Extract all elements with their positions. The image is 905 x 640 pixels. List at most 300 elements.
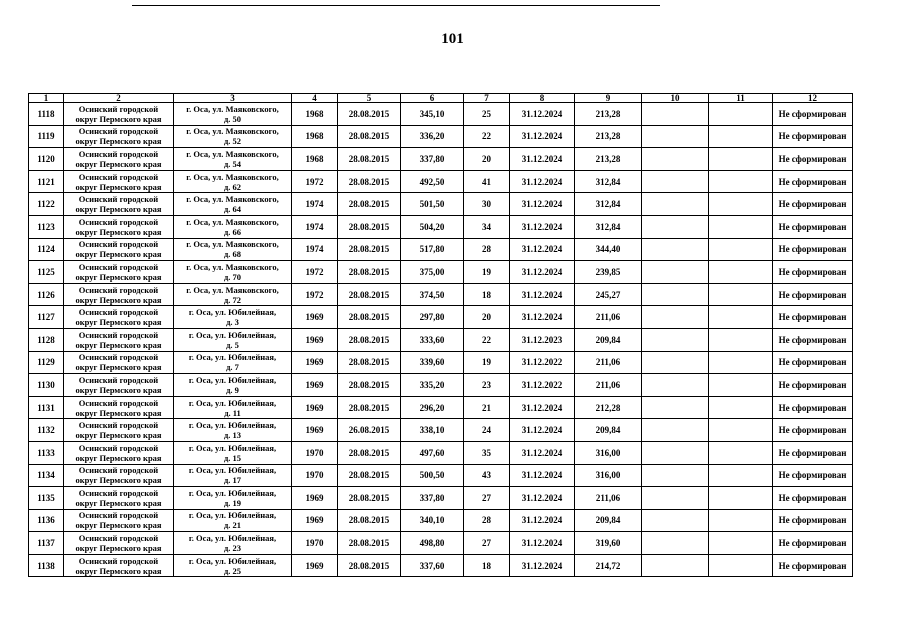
table-row xyxy=(29,509,853,532)
table-row xyxy=(29,125,853,148)
area-cell: 340,10 xyxy=(401,509,464,532)
municipality-cell-line-1: Осинский городской xyxy=(78,261,159,272)
address-cell-line-1: г. Оса, ул. Маяковского, xyxy=(186,103,279,114)
address-cell-line-2: д. 64 xyxy=(223,204,242,215)
municipality-cell xyxy=(64,148,174,171)
municipality-cell-line-2: округ Пермского края xyxy=(75,497,162,508)
column-11-cell xyxy=(709,125,773,148)
column-10-cell xyxy=(642,283,709,306)
row-number: 1121 xyxy=(29,170,64,193)
status-cell: Не сформирован xyxy=(773,215,853,238)
address-cell-line-1: г. Оса, ул. Маяковского, xyxy=(186,261,279,272)
table-row xyxy=(29,238,853,261)
address-cell-line-2: д. 68 xyxy=(223,249,242,260)
table-row xyxy=(29,487,853,510)
table-row xyxy=(29,464,853,487)
amount-cell: 209,84 xyxy=(575,419,642,442)
column-11-cell xyxy=(709,148,773,171)
count-cell: 19 xyxy=(464,351,510,374)
address-cell xyxy=(174,125,292,148)
address-cell-line-1: г. Оса, ул. Юбилейная, xyxy=(188,329,277,340)
date-cell: 28.08.2015 xyxy=(338,306,401,329)
column-header: 4 xyxy=(292,94,338,103)
year-cell: 1972 xyxy=(292,170,338,193)
count-cell: 43 xyxy=(464,464,510,487)
address-cell-line-2: д. 52 xyxy=(223,136,242,147)
year-cell: 1970 xyxy=(292,441,338,464)
column-11-cell xyxy=(709,532,773,555)
municipality-cell xyxy=(64,306,174,329)
municipality-cell-line-1: Осинский городской xyxy=(78,533,159,544)
date-cell: 28.08.2015 xyxy=(338,464,401,487)
amount-cell: 213,28 xyxy=(575,103,642,126)
municipality-cell-line-2: округ Пермского края xyxy=(75,339,162,350)
row-number: 1122 xyxy=(29,193,64,216)
address-cell-line-2: д. 7 xyxy=(226,362,239,373)
column-10-cell xyxy=(642,464,709,487)
year-cell: 1969 xyxy=(292,554,338,577)
table-row xyxy=(29,441,853,464)
row-number: 1124 xyxy=(29,238,64,261)
date-cell: 28.08.2015 xyxy=(338,441,401,464)
year-cell: 1968 xyxy=(292,148,338,171)
count-cell: 22 xyxy=(464,328,510,351)
row-number: 1127 xyxy=(29,306,64,329)
address-cell-line-1: г. Оса, ул. Маяковского, xyxy=(186,216,279,227)
area-cell: 501,50 xyxy=(401,193,464,216)
row-number: 1128 xyxy=(29,328,64,351)
table-row xyxy=(29,170,853,193)
address-cell-line-2: д. 19 xyxy=(223,497,242,508)
municipality-cell xyxy=(64,509,174,532)
deadline-cell: 31.12.2022 xyxy=(510,351,575,374)
year-cell: 1969 xyxy=(292,374,338,397)
status-cell: Не сформирован xyxy=(773,487,853,510)
date-cell: 28.08.2015 xyxy=(338,554,401,577)
address-cell-line-1: г. Оса, ул. Юбилейная, xyxy=(188,510,277,521)
amount-cell: 344,40 xyxy=(575,238,642,261)
municipality-cell-line-1: Осинский городской xyxy=(78,171,159,182)
municipality-cell-line-2: округ Пермского края xyxy=(75,158,162,169)
area-cell: 335,20 xyxy=(401,374,464,397)
municipality-cell-line-2: округ Пермского края xyxy=(75,384,162,395)
amount-cell: 239,85 xyxy=(575,261,642,284)
status-cell: Не сформирован xyxy=(773,351,853,374)
column-header: 7 xyxy=(464,94,510,103)
address-cell xyxy=(174,464,292,487)
status-cell: Не сформирован xyxy=(773,464,853,487)
municipality-cell xyxy=(64,215,174,238)
row-number: 1135 xyxy=(29,487,64,510)
amount-cell: 312,84 xyxy=(575,215,642,238)
date-cell: 28.08.2015 xyxy=(338,148,401,171)
row-number: 1129 xyxy=(29,351,64,374)
municipality-cell-line-1: Осинский городской xyxy=(78,126,159,137)
deadline-cell: 31.12.2024 xyxy=(510,532,575,555)
municipality-cell-line-2: округ Пермского края xyxy=(75,204,162,215)
date-cell: 28.08.2015 xyxy=(338,374,401,397)
address-cell-line-1: г. Оса, ул. Юбилейная, xyxy=(188,487,277,498)
address-cell xyxy=(174,170,292,193)
area-cell: 504,20 xyxy=(401,215,464,238)
deadline-cell: 31.12.2024 xyxy=(510,487,575,510)
municipality-cell xyxy=(64,125,174,148)
row-number: 1132 xyxy=(29,419,64,442)
column-11-cell xyxy=(709,261,773,284)
address-cell-line-1: г. Оса, ул. Юбилейная, xyxy=(188,307,277,318)
municipality-cell xyxy=(64,170,174,193)
municipality-cell-line-2: округ Пермского края xyxy=(75,113,162,124)
address-cell-line-2: д. 17 xyxy=(223,475,242,486)
amount-cell: 211,06 xyxy=(575,374,642,397)
row-number: 1130 xyxy=(29,374,64,397)
address-cell-line-1: г. Оса, ул. Юбилейная, xyxy=(188,352,277,363)
table-row xyxy=(29,283,853,306)
address-cell-line-2: д. 70 xyxy=(223,271,242,282)
column-header: 3 xyxy=(174,94,292,103)
municipality-cell-line-2: округ Пермского края xyxy=(75,430,162,441)
table-row xyxy=(29,306,853,329)
table-row xyxy=(29,396,853,419)
amount-cell: 316,00 xyxy=(575,441,642,464)
address-cell-line-2: д. 3 xyxy=(226,317,239,328)
column-11-cell xyxy=(709,306,773,329)
municipality-cell-line-1: Осинский городской xyxy=(78,487,159,498)
area-cell: 336,20 xyxy=(401,125,464,148)
municipality-cell xyxy=(64,464,174,487)
address-cell xyxy=(174,396,292,419)
date-cell: 28.08.2015 xyxy=(338,103,401,126)
status-cell: Не сформирован xyxy=(773,148,853,171)
column-11-cell xyxy=(709,283,773,306)
area-cell: 374,50 xyxy=(401,283,464,306)
municipality-cell-line-1: Осинский городской xyxy=(78,510,159,521)
address-cell-line-1: г. Оса, ул. Юбилейная, xyxy=(188,442,277,453)
table-row xyxy=(29,215,853,238)
deadline-cell: 31.12.2024 xyxy=(510,170,575,193)
municipality-cell xyxy=(64,396,174,419)
municipality-cell-line-1: Осинский городской xyxy=(78,194,159,205)
deadline-cell: 31.12.2024 xyxy=(510,193,575,216)
amount-cell: 319,60 xyxy=(575,532,642,555)
area-cell: 339,60 xyxy=(401,351,464,374)
table-row xyxy=(29,351,853,374)
area-cell: 337,80 xyxy=(401,487,464,510)
column-10-cell xyxy=(642,554,709,577)
area-cell: 297,80 xyxy=(401,306,464,329)
status-cell: Не сформирован xyxy=(773,509,853,532)
address-cell xyxy=(174,215,292,238)
column-10-cell xyxy=(642,419,709,442)
column-header: 9 xyxy=(575,94,642,103)
status-cell: Не сформирован xyxy=(773,396,853,419)
status-cell: Не сформирован xyxy=(773,261,853,284)
amount-cell: 214,72 xyxy=(575,554,642,577)
area-cell: 296,20 xyxy=(401,396,464,419)
count-cell: 28 xyxy=(464,509,510,532)
municipality-cell-line-2: округ Пермского края xyxy=(75,565,162,576)
address-cell-line-2: д. 50 xyxy=(223,113,242,124)
column-11-cell xyxy=(709,464,773,487)
deadline-cell: 31.12.2024 xyxy=(510,554,575,577)
column-11-cell xyxy=(709,487,773,510)
date-cell: 28.08.2015 xyxy=(338,532,401,555)
amount-cell: 212,28 xyxy=(575,396,642,419)
date-cell: 28.08.2015 xyxy=(338,328,401,351)
municipality-cell xyxy=(64,554,174,577)
deadline-cell: 31.12.2024 xyxy=(510,464,575,487)
deadline-cell: 31.12.2024 xyxy=(510,441,575,464)
row-number: 1126 xyxy=(29,283,64,306)
date-cell: 28.08.2015 xyxy=(338,238,401,261)
municipality-cell-line-1: Осинский городской xyxy=(78,374,159,385)
status-cell: Не сформирован xyxy=(773,328,853,351)
municipality-cell xyxy=(64,261,174,284)
count-cell: 35 xyxy=(464,441,510,464)
municipality-cell-line-2: округ Пермского края xyxy=(75,475,162,486)
amount-cell: 211,06 xyxy=(575,306,642,329)
deadline-cell: 31.12.2024 xyxy=(510,509,575,532)
deadline-cell: 31.12.2024 xyxy=(510,148,575,171)
date-cell: 28.08.2015 xyxy=(338,193,401,216)
year-cell: 1974 xyxy=(292,215,338,238)
table-row xyxy=(29,103,853,126)
date-cell: 28.08.2015 xyxy=(338,487,401,510)
year-cell: 1969 xyxy=(292,396,338,419)
municipality-cell-line-1: Осинский городской xyxy=(78,555,159,566)
year-cell: 1969 xyxy=(292,328,338,351)
address-cell xyxy=(174,328,292,351)
amount-cell: 211,06 xyxy=(575,487,642,510)
municipality-cell xyxy=(64,328,174,351)
address-cell-line-2: д. 21 xyxy=(223,520,242,531)
deadline-cell: 31.12.2024 xyxy=(510,125,575,148)
address-cell-line-1: г. Оса, ул. Юбилейная, xyxy=(188,374,277,385)
municipality-cell-line-1: Осинский городской xyxy=(78,239,159,250)
area-cell: 498,80 xyxy=(401,532,464,555)
area-cell: 333,60 xyxy=(401,328,464,351)
municipality-cell xyxy=(64,419,174,442)
row-number: 1125 xyxy=(29,261,64,284)
status-cell: Не сформирован xyxy=(773,193,853,216)
status-cell: Не сформирован xyxy=(773,419,853,442)
year-cell: 1968 xyxy=(292,125,338,148)
count-cell: 27 xyxy=(464,532,510,555)
page-number: 101 xyxy=(441,31,464,47)
date-cell: 28.08.2015 xyxy=(338,509,401,532)
status-cell: Не сформирован xyxy=(773,103,853,126)
count-cell: 25 xyxy=(464,103,510,126)
address-cell-line-2: д. 54 xyxy=(223,158,242,169)
deadline-cell: 31.12.2024 xyxy=(510,238,575,261)
amount-cell: 312,84 xyxy=(575,170,642,193)
table-row xyxy=(29,554,853,577)
row-number: 1118 xyxy=(29,103,64,126)
area-cell: 345,10 xyxy=(401,103,464,126)
status-cell: Не сформирован xyxy=(773,532,853,555)
address-cell-line-1: г. Оса, ул. Маяковского, xyxy=(186,126,279,137)
address-cell-line-2: д. 15 xyxy=(223,452,242,463)
column-header: 10 xyxy=(642,94,709,103)
column-11-cell xyxy=(709,193,773,216)
area-cell: 338,10 xyxy=(401,419,464,442)
row-number: 1136 xyxy=(29,509,64,532)
count-cell: 18 xyxy=(464,554,510,577)
column-10-cell xyxy=(642,351,709,374)
year-cell: 1969 xyxy=(292,306,338,329)
status-cell: Не сформирован xyxy=(773,374,853,397)
address-cell-line-2: д. 11 xyxy=(224,407,241,418)
row-number: 1138 xyxy=(29,554,64,577)
deadline-cell: 31.12.2023 xyxy=(510,328,575,351)
address-cell-line-1: г. Оса, ул. Маяковского, xyxy=(186,239,279,250)
date-cell: 28.08.2015 xyxy=(338,351,401,374)
municipality-cell xyxy=(64,374,174,397)
municipality-cell xyxy=(64,351,174,374)
address-cell-line-2: д. 9 xyxy=(226,384,239,395)
count-cell: 24 xyxy=(464,419,510,442)
municipality-cell-line-1: Осинский городской xyxy=(78,397,159,408)
row-number: 1133 xyxy=(29,441,64,464)
address-cell xyxy=(174,238,292,261)
column-header: 8 xyxy=(510,94,575,103)
municipality-cell-line-2: округ Пермского края xyxy=(75,249,162,260)
status-cell: Не сформирован xyxy=(773,283,853,306)
area-cell: 492,50 xyxy=(401,170,464,193)
table-body xyxy=(29,103,853,577)
column-10-cell xyxy=(642,441,709,464)
table-row xyxy=(29,374,853,397)
column-10-cell xyxy=(642,103,709,126)
address-cell-line-1: г. Оса, ул. Маяковского, xyxy=(186,171,279,182)
table-row xyxy=(29,532,853,555)
municipality-cell-line-1: Осинский городской xyxy=(78,352,159,363)
address-cell xyxy=(174,374,292,397)
address-cell xyxy=(174,419,292,442)
column-11-cell xyxy=(709,215,773,238)
address-cell xyxy=(174,283,292,306)
table-header xyxy=(29,94,853,103)
address-cell-line-2: д. 13 xyxy=(223,430,242,441)
count-cell: 19 xyxy=(464,261,510,284)
column-10-cell xyxy=(642,396,709,419)
count-cell: 34 xyxy=(464,215,510,238)
column-10-cell xyxy=(642,487,709,510)
address-cell-line-1: г. Оса, ул. Юбилейная, xyxy=(188,397,277,408)
row-number: 1131 xyxy=(29,396,64,419)
column-header: 12 xyxy=(773,94,853,103)
municipality-cell-line-1: Осинский городской xyxy=(78,442,159,453)
deadline-cell: 31.12.2024 xyxy=(510,261,575,284)
date-cell: 28.08.2015 xyxy=(338,125,401,148)
amount-cell: 213,28 xyxy=(575,148,642,171)
column-10-cell xyxy=(642,328,709,351)
column-11-cell xyxy=(709,396,773,419)
column-10-cell xyxy=(642,509,709,532)
address-cell-line-2: д. 62 xyxy=(223,181,242,192)
status-cell: Не сформирован xyxy=(773,238,853,261)
address-cell xyxy=(174,148,292,171)
address-cell xyxy=(174,351,292,374)
column-10-cell xyxy=(642,170,709,193)
row-number: 1123 xyxy=(29,215,64,238)
municipality-cell-line-2: округ Пермского края xyxy=(75,317,162,328)
column-11-cell xyxy=(709,441,773,464)
address-cell-line-2: д. 25 xyxy=(223,565,242,576)
row-number: 1137 xyxy=(29,532,64,555)
status-cell: Не сформирован xyxy=(773,441,853,464)
year-cell: 1969 xyxy=(292,351,338,374)
status-cell: Не сформирован xyxy=(773,306,853,329)
column-10-cell xyxy=(642,148,709,171)
municipality-cell xyxy=(64,283,174,306)
address-cell xyxy=(174,261,292,284)
table-row xyxy=(29,261,853,284)
municipality-cell xyxy=(64,487,174,510)
table-row xyxy=(29,193,853,216)
address-cell-line-2: д. 72 xyxy=(223,294,242,305)
municipality-cell-line-1: Осинский городской xyxy=(78,465,159,476)
deadline-cell: 31.12.2024 xyxy=(510,215,575,238)
column-11-cell xyxy=(709,238,773,261)
deadline-cell: 31.12.2024 xyxy=(510,103,575,126)
address-cell-line-2: д. 5 xyxy=(226,339,239,350)
column-10-cell xyxy=(642,374,709,397)
year-cell: 1969 xyxy=(292,509,338,532)
column-header: 6 xyxy=(401,94,464,103)
amount-cell: 316,00 xyxy=(575,464,642,487)
area-cell: 517,80 xyxy=(401,238,464,261)
amount-cell: 209,84 xyxy=(575,509,642,532)
address-cell-line-1: г. Оса, ул. Маяковского, xyxy=(186,284,279,295)
status-cell: Не сформирован xyxy=(773,125,853,148)
address-cell xyxy=(174,306,292,329)
year-cell: 1968 xyxy=(292,103,338,126)
row-number: 1119 xyxy=(29,125,64,148)
address-cell xyxy=(174,487,292,510)
column-header: 2 xyxy=(64,94,174,103)
column-11-cell xyxy=(709,328,773,351)
count-cell: 22 xyxy=(464,125,510,148)
count-cell: 27 xyxy=(464,487,510,510)
column-11-cell xyxy=(709,419,773,442)
municipality-cell xyxy=(64,193,174,216)
municipality-cell xyxy=(64,532,174,555)
address-cell-line-1: г. Оса, ул. Маяковского, xyxy=(186,148,279,159)
count-cell: 30 xyxy=(464,193,510,216)
municipality-cell-line-2: округ Пермского края xyxy=(75,294,162,305)
deadline-cell: 31.12.2024 xyxy=(510,283,575,306)
address-cell-line-1: г. Оса, ул. Юбилейная, xyxy=(188,465,277,476)
year-cell: 1970 xyxy=(292,464,338,487)
municipality-cell-line-2: округ Пермского края xyxy=(75,181,162,192)
column-10-cell xyxy=(642,532,709,555)
area-cell: 337,80 xyxy=(401,148,464,171)
address-cell xyxy=(174,509,292,532)
count-cell: 23 xyxy=(464,374,510,397)
year-cell: 1972 xyxy=(292,283,338,306)
municipality-cell-line-2: округ Пермского края xyxy=(75,452,162,463)
column-header: 5 xyxy=(338,94,401,103)
municipality-cell-line-2: округ Пермского края xyxy=(75,362,162,373)
date-cell: 28.08.2015 xyxy=(338,170,401,193)
address-cell-line-1: г. Оса, ул. Юбилейная, xyxy=(188,533,277,544)
column-10-cell xyxy=(642,125,709,148)
date-cell: 28.08.2015 xyxy=(338,261,401,284)
table-row xyxy=(29,328,853,351)
municipality-cell-line-1: Осинский городской xyxy=(78,148,159,159)
amount-cell: 312,84 xyxy=(575,193,642,216)
